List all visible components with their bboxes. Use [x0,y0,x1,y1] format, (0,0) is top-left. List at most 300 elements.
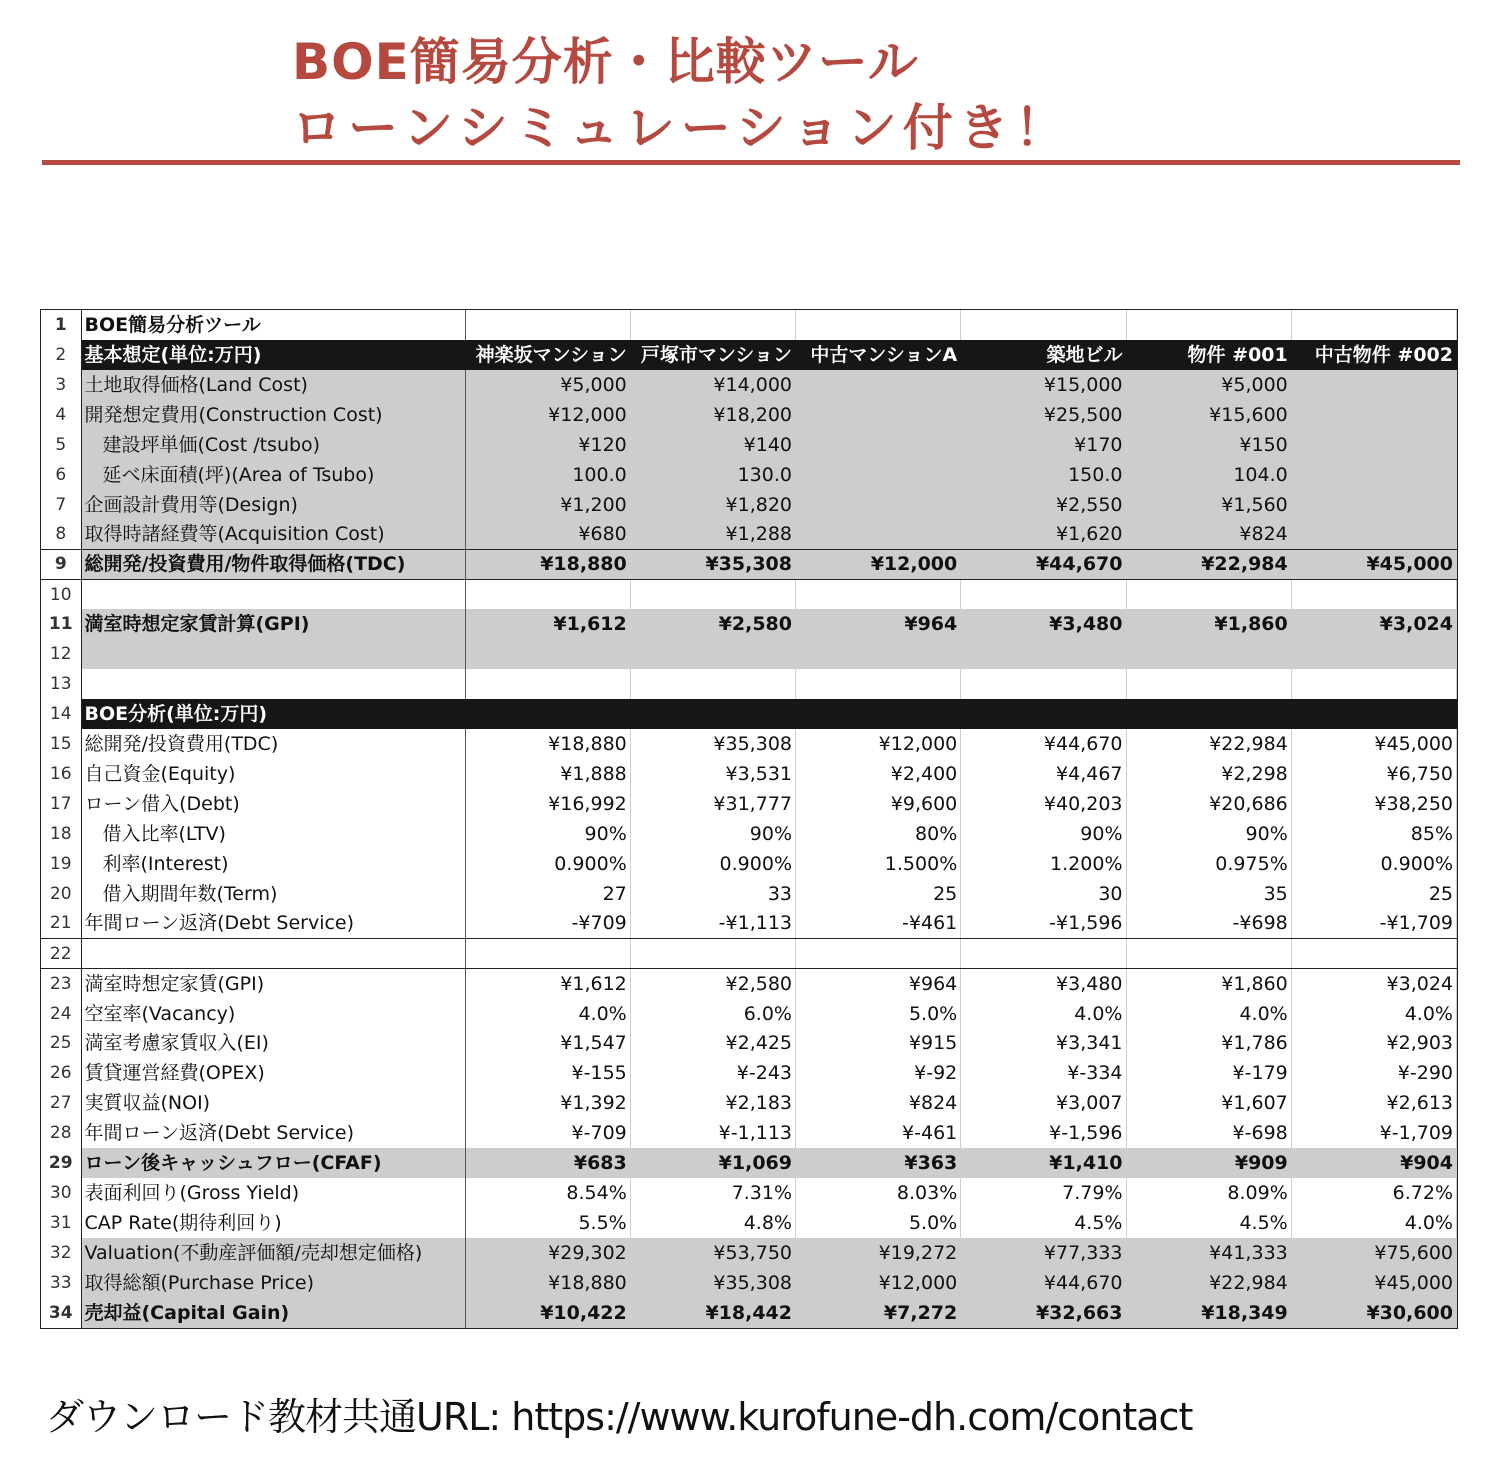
table-cell[interactable]: ¥-1,113 [630,1118,795,1148]
table-cell[interactable] [796,460,961,490]
table-cell[interactable] [1291,520,1456,550]
table-cell[interactable]: ¥12,000 [465,400,630,430]
row-label[interactable] [81,609,465,639]
table-cell[interactable]: ¥1,200 [465,490,630,520]
table-cell[interactable] [796,400,961,430]
row-number[interactable]: 6 [41,460,81,490]
row-number[interactable]: 30 [41,1178,81,1208]
table-cell[interactable] [961,699,1126,729]
row-label-text: 実質収益(NOI) [84,1092,211,1115]
table-cell[interactable] [1126,669,1291,699]
table-cell[interactable]: ¥2,183 [630,1088,795,1118]
row-number[interactable]: 31 [41,1208,81,1238]
table-cell[interactable]: 90% [961,819,1126,849]
row-label[interactable] [81,1058,465,1088]
table-cell[interactable]: ¥904 [1291,1148,1456,1178]
row-label-text: 延べ床面積(坪)(Area of Tsubo) [102,463,375,486]
row-label-text: BOE簡易分析ツール [84,313,261,336]
table-cell[interactable]: ¥150 [1126,430,1291,460]
table-cell[interactable]: ¥18,442 [630,1298,795,1328]
table-cell[interactable]: 6.72% [1291,1178,1456,1208]
table-cell[interactable]: -¥709 [465,909,630,939]
row-number[interactable]: 20 [41,879,81,909]
table-cell[interactable]: 80% [796,819,961,849]
table-cell[interactable] [1126,639,1291,669]
table-cell[interactable]: ¥-290 [1291,1058,1456,1088]
table-cell[interactable]: 104.0 [1126,460,1291,490]
table-cell[interactable]: ¥30,600 [1291,1298,1456,1328]
table-cell[interactable] [630,579,795,609]
row-number[interactable]: 8 [41,520,81,550]
table-cell[interactable]: ¥18,349 [1126,1298,1291,1328]
table-cell[interactable]: ¥5,000 [465,370,630,400]
row-label[interactable] [81,759,465,789]
table-cell[interactable] [796,669,961,699]
row-number[interactable]: 19 [41,849,81,879]
table-cell[interactable]: -¥461 [796,909,961,939]
table-cell[interactable]: 0.900% [465,849,630,879]
row-label-text: BOE分析(単位:万円) [84,703,268,726]
row-number[interactable]: 13 [41,669,81,699]
row-label[interactable] [81,370,465,400]
row-number[interactable]: 29 [41,1148,81,1178]
table-cell[interactable] [1291,490,1456,520]
table-cell[interactable]: 7.31% [630,1178,795,1208]
table-cell[interactable]: -¥1,709 [1291,909,1456,939]
table-cell[interactable]: ¥77,333 [961,1238,1126,1268]
table-cell[interactable]: 0.900% [1291,849,1456,879]
boe-table [41,310,1457,1328]
table-cell[interactable] [796,430,961,460]
table-cell[interactable] [1291,669,1456,699]
table-cell[interactable]: ¥3,007 [961,1088,1126,1118]
row-number[interactable]: 22 [41,939,81,969]
row-number[interactable]: 7 [41,490,81,520]
table-cell[interactable]: ¥964 [796,609,961,639]
table-cell[interactable] [796,699,961,729]
table-row [41,579,1457,609]
table-cell[interactable]: ¥1,620 [961,520,1126,550]
row-label[interactable] [81,340,465,370]
table-cell[interactable]: ¥1,288 [630,520,795,550]
row-label-text: 表面利回り(Gross Yield) [84,1182,300,1205]
table-cell[interactable] [465,699,630,729]
table-cell[interactable]: ¥40,203 [961,789,1126,819]
table-cell[interactable]: ¥29,302 [465,1238,630,1268]
table-cell[interactable] [1126,699,1291,729]
table-cell[interactable]: 4.5% [961,1208,1126,1238]
table-cell[interactable]: ¥22,984 [1126,1268,1291,1298]
table-cell[interactable]: 戸塚市マンション [630,340,795,370]
table-cell[interactable]: ¥12,000 [796,550,961,580]
table-row [41,1178,1457,1208]
table-cell[interactable] [961,579,1126,609]
table-cell[interactable]: 8.03% [796,1178,961,1208]
table-cell[interactable] [796,520,961,550]
table-cell[interactable]: 神楽坂マンション [465,340,630,370]
table-cell[interactable]: ¥44,670 [961,1268,1126,1298]
row-number[interactable]: 26 [41,1058,81,1088]
table-cell[interactable]: ¥7,272 [796,1298,961,1328]
table-cell[interactable]: ¥2,550 [961,490,1126,520]
table-cell[interactable]: ¥1,069 [630,1148,795,1178]
table-cell[interactable]: ¥35,308 [630,1268,795,1298]
table-cell[interactable]: 4.8% [630,1208,795,1238]
table-cell[interactable]: ¥25,500 [961,400,1126,430]
row-label-text: 取得時諸経費等(Acquisition Cost) [84,523,385,546]
table-cell[interactable]: ¥18,880 [465,729,630,759]
row-number[interactable]: 10 [41,579,81,609]
row-number[interactable]: 5 [41,430,81,460]
table-cell[interactable] [1291,699,1456,729]
table-cell[interactable]: ¥2,613 [1291,1088,1456,1118]
table-cell[interactable] [465,669,630,699]
table-cell[interactable] [1291,460,1456,490]
table-cell[interactable]: 中古物件 #002 [1291,340,1456,370]
row-label[interactable] [81,789,465,819]
row-label[interactable] [81,939,465,969]
table-cell[interactable]: 35 [1126,879,1291,909]
table-cell[interactable]: ¥2,903 [1291,1029,1456,1059]
table-row [41,879,1457,909]
row-number[interactable]: 16 [41,759,81,789]
row-label[interactable] [81,849,465,879]
table-row [41,550,1457,580]
table-cell[interactable]: -¥698 [1126,909,1291,939]
table-cell[interactable]: ¥16,992 [465,789,630,819]
table-cell[interactable] [796,310,961,340]
row-number[interactable]: 33 [41,1268,81,1298]
table-cell[interactable]: ¥2,580 [630,609,795,639]
table-row [41,1208,1457,1238]
table-cell[interactable]: ¥1,607 [1126,1088,1291,1118]
table-cell[interactable]: 25 [796,879,961,909]
table-cell[interactable]: ¥-461 [796,1118,961,1148]
table-cell[interactable] [796,639,961,669]
table-cell[interactable]: ¥12,000 [796,729,961,759]
table-cell[interactable] [630,310,795,340]
table-cell[interactable]: ¥1,612 [465,969,630,999]
table-cell[interactable]: ¥12,000 [796,1268,961,1298]
table-cell[interactable]: ¥3,480 [961,609,1126,639]
table-cell[interactable]: ¥2,580 [630,969,795,999]
table-cell[interactable]: ¥363 [796,1148,961,1178]
table-cell[interactable] [1291,310,1456,340]
table-cell[interactable]: ¥10,422 [465,1298,630,1328]
row-label[interactable] [81,1178,465,1208]
row-number[interactable]: 11 [41,609,81,639]
table-cell[interactable]: ¥824 [1126,520,1291,550]
table-cell[interactable]: ¥1,888 [465,759,630,789]
table-cell[interactable]: 4.0% [1291,1208,1456,1238]
table-cell[interactable]: 30 [961,879,1126,909]
table-cell[interactable] [630,669,795,699]
table-row [41,669,1457,699]
table-cell[interactable]: ¥3,024 [1291,609,1456,639]
row-number[interactable]: 28 [41,1118,81,1148]
table-cell[interactable]: ¥38,250 [1291,789,1456,819]
table-cell[interactable]: ¥18,880 [465,550,630,580]
table-cell[interactable] [465,310,630,340]
row-number[interactable]: 4 [41,400,81,430]
row-label-text: 取得総額(Purchase Price) [84,1271,314,1294]
table-cell[interactable]: ¥22,984 [1126,729,1291,759]
row-label[interactable] [81,490,465,520]
table-cell[interactable]: ¥1,410 [961,1148,1126,1178]
table-cell[interactable]: ¥35,308 [630,729,795,759]
table-cell[interactable]: ¥-709 [465,1118,630,1148]
table-cell[interactable]: ¥15,600 [1126,400,1291,430]
table-cell[interactable] [961,310,1126,340]
table-cell[interactable]: 25 [1291,879,1456,909]
table-cell[interactable]: 150.0 [961,460,1126,490]
table-cell[interactable] [630,699,795,729]
row-number[interactable]: 9 [41,550,81,580]
row-number[interactable]: 32 [41,1238,81,1268]
table-cell[interactable]: ¥41,333 [1126,1238,1291,1268]
table-cell[interactable]: ¥1,612 [465,609,630,639]
table-cell[interactable] [1126,579,1291,609]
table-cell[interactable]: ¥170 [961,430,1126,460]
table-cell[interactable]: ¥31,777 [630,789,795,819]
table-cell[interactable]: ¥-1,596 [961,1118,1126,1148]
table-cell[interactable]: 1.200% [961,849,1126,879]
table-cell[interactable]: ¥140 [630,430,795,460]
table-cell[interactable]: ¥19,272 [796,1238,961,1268]
table-cell[interactable] [1291,370,1456,400]
table-cell[interactable]: ¥14,000 [630,370,795,400]
table-cell[interactable]: 130.0 [630,460,795,490]
row-label[interactable] [81,729,465,759]
table-cell[interactable]: ¥909 [1126,1148,1291,1178]
row-label[interactable] [81,819,465,849]
table-cell[interactable]: ¥680 [465,520,630,550]
table-cell[interactable]: 中古マンションA [796,340,961,370]
table-cell[interactable]: ¥35,308 [630,550,795,580]
table-cell[interactable] [1291,579,1456,609]
table-cell[interactable]: 33 [630,879,795,909]
row-label[interactable] [81,879,465,909]
table-cell[interactable]: 5.5% [465,1208,630,1238]
table-cell[interactable]: ¥3,024 [1291,969,1456,999]
table-cell[interactable] [465,639,630,669]
row-number[interactable]: 25 [41,1029,81,1059]
table-cell[interactable]: 6.0% [630,999,795,1029]
table-cell[interactable]: ¥-698 [1126,1118,1291,1148]
row-number[interactable]: 23 [41,969,81,999]
row-number[interactable]: 34 [41,1298,81,1328]
table-cell[interactable]: 27 [465,879,630,909]
row-label[interactable] [81,1088,465,1118]
table-cell[interactable]: ¥45,000 [1291,550,1456,580]
table-cell[interactable]: ¥-334 [961,1058,1126,1088]
row-label[interactable] [81,639,465,669]
table-cell[interactable] [796,579,961,609]
table-cell[interactable] [465,939,630,969]
row-number[interactable]: 1 [41,310,81,340]
row-label[interactable] [81,550,465,580]
table-cell[interactable] [796,490,961,520]
table-cell[interactable] [961,669,1126,699]
row-label-text: 賃貸運営経費(OPEX) [84,1062,265,1085]
row-label[interactable] [81,400,465,430]
row-label[interactable] [81,699,465,729]
table-cell[interactable] [1291,430,1456,460]
table-cell[interactable] [630,939,795,969]
table-cell[interactable] [1291,939,1456,969]
row-number[interactable]: 24 [41,999,81,1029]
table-cell[interactable]: -¥1,113 [630,909,795,939]
row-label-text: 借入比率(LTV) [102,822,226,845]
table-cell[interactable]: ¥44,670 [961,550,1126,580]
table-cell[interactable]: 90% [465,819,630,849]
table-cell[interactable]: ¥45,000 [1291,1268,1456,1298]
row-label[interactable] [81,1029,465,1059]
table-cell[interactable]: 5.0% [796,1208,961,1238]
table-cell[interactable] [1126,310,1291,340]
table-cell[interactable]: 90% [630,819,795,849]
table-cell[interactable]: 4.5% [1126,1208,1291,1238]
table-cell[interactable]: ¥3,341 [961,1029,1126,1059]
table-cell[interactable]: ¥2,400 [796,759,961,789]
row-number[interactable]: 2 [41,340,81,370]
table-cell[interactable]: ¥2,298 [1126,759,1291,789]
table-row [41,939,1457,969]
row-label[interactable] [81,310,465,340]
table-cell[interactable]: 90% [1126,819,1291,849]
row-label[interactable] [81,430,465,460]
row-label[interactable] [81,909,465,939]
table-cell[interactable] [796,939,961,969]
row-number[interactable]: 15 [41,729,81,759]
row-label[interactable] [81,1298,465,1328]
table-cell[interactable]: ¥20,686 [1126,789,1291,819]
table-cell[interactable]: ¥-1,709 [1291,1118,1456,1148]
table-cell[interactable]: 4.0% [1291,999,1456,1029]
table-cell[interactable]: -¥1,596 [961,909,1126,939]
row-number[interactable]: 14 [41,699,81,729]
table-row [41,999,1457,1029]
row-label[interactable] [81,969,465,999]
table-cell[interactable]: 7.79% [961,1178,1126,1208]
table-cell[interactable]: ¥1,560 [1126,490,1291,520]
table-cell[interactable]: ¥683 [465,1148,630,1178]
table-cell[interactable]: 0.975% [1126,849,1291,879]
table-cell[interactable]: ¥120 [465,430,630,460]
page-title-line-1: BOE簡易分析・比較ツール [292,33,919,91]
table-cell[interactable]: ¥18,880 [465,1268,630,1298]
table-cell[interactable] [961,939,1126,969]
row-label[interactable] [81,1208,465,1238]
row-number[interactable]: 3 [41,370,81,400]
table-cell[interactable]: 築地ビル [961,340,1126,370]
table-cell[interactable] [1291,639,1456,669]
table-cell[interactable]: ¥2,425 [630,1029,795,1059]
row-label-text: 総開発/投資費用/物件取得価格(TDC) [84,553,406,576]
row-number[interactable]: 12 [41,639,81,669]
row-label[interactable] [81,669,465,699]
table-cell[interactable]: ¥-179 [1126,1058,1291,1088]
row-number[interactable]: 27 [41,1088,81,1118]
table-cell[interactable]: ¥53,750 [630,1238,795,1268]
table-cell[interactable]: ¥75,600 [1291,1238,1456,1268]
page-title-line-2: ローンシミュレーション付き！ [292,99,1071,157]
table-row [41,400,1457,430]
table-cell[interactable]: 0.900% [630,849,795,879]
table-cell[interactable]: ¥5,000 [1126,370,1291,400]
table-cell[interactable]: ¥9,600 [796,789,961,819]
table-cell[interactable]: ¥1,786 [1126,1029,1291,1059]
table-cell[interactable]: 4.0% [1126,999,1291,1029]
table-cell[interactable]: ¥45,000 [1291,729,1456,759]
table-cell[interactable]: ¥-155 [465,1058,630,1088]
table-cell[interactable]: ¥964 [796,969,961,999]
row-label[interactable] [81,579,465,609]
table-cell[interactable]: ¥6,750 [1291,759,1456,789]
table-cell[interactable]: 物件 #001 [1126,340,1291,370]
table-cell[interactable] [1291,400,1456,430]
row-label[interactable] [81,1118,465,1148]
row-label-text: 満室時想定家賃(GPI) [84,972,265,995]
table-cell[interactable]: ¥1,392 [465,1088,630,1118]
table-cell[interactable]: ¥824 [796,1088,961,1118]
table-cell[interactable] [465,579,630,609]
row-label[interactable] [81,1268,465,1298]
row-label-text: ローン後キャッシュフロー(CFAF) [84,1152,382,1175]
table-cell[interactable]: ¥44,670 [961,729,1126,759]
row-label[interactable] [81,460,465,490]
table-cell[interactable]: 4.0% [465,999,630,1029]
table-cell[interactable]: 5.0% [796,999,961,1029]
table-cell[interactable]: ¥1,820 [630,490,795,520]
row-label[interactable] [81,1148,465,1178]
row-label[interactable] [81,1238,465,1268]
table-cell[interactable] [961,639,1126,669]
table-cell[interactable]: 1.500% [796,849,961,879]
table-cell[interactable]: ¥-92 [796,1058,961,1088]
table-cell[interactable]: 85% [1291,819,1456,849]
table-cell[interactable]: 4.0% [961,999,1126,1029]
table-cell[interactable]: ¥1,860 [1126,609,1291,639]
table-cell[interactable] [1126,939,1291,969]
table-cell[interactable]: ¥915 [796,1029,961,1059]
table-cell[interactable]: ¥32,663 [961,1298,1126,1328]
row-number[interactable]: 18 [41,819,81,849]
table-cell[interactable]: ¥4,467 [961,759,1126,789]
table-cell[interactable]: 100.0 [465,460,630,490]
table-cell[interactable]: ¥3,480 [961,969,1126,999]
table-cell[interactable]: ¥1,547 [465,1029,630,1059]
row-number[interactable]: 21 [41,909,81,939]
table-cell[interactable]: ¥22,984 [1126,550,1291,580]
table-row [41,1029,1457,1059]
table-row [41,699,1457,729]
table-cell[interactable]: ¥-243 [630,1058,795,1088]
table-cell[interactable]: 8.54% [465,1178,630,1208]
row-number[interactable]: 17 [41,789,81,819]
table-cell[interactable] [630,639,795,669]
table-cell[interactable]: ¥1,860 [1126,969,1291,999]
table-cell[interactable] [796,370,961,400]
table-cell[interactable]: ¥3,531 [630,759,795,789]
row-label[interactable] [81,520,465,550]
table-cell[interactable]: 8.09% [1126,1178,1291,1208]
row-label[interactable] [81,999,465,1029]
table-cell[interactable]: ¥15,000 [961,370,1126,400]
table-row [41,849,1457,879]
table-cell[interactable]: ¥18,200 [630,400,795,430]
row-label-text: 年間ローン返済(Debt Service) [84,1122,355,1145]
